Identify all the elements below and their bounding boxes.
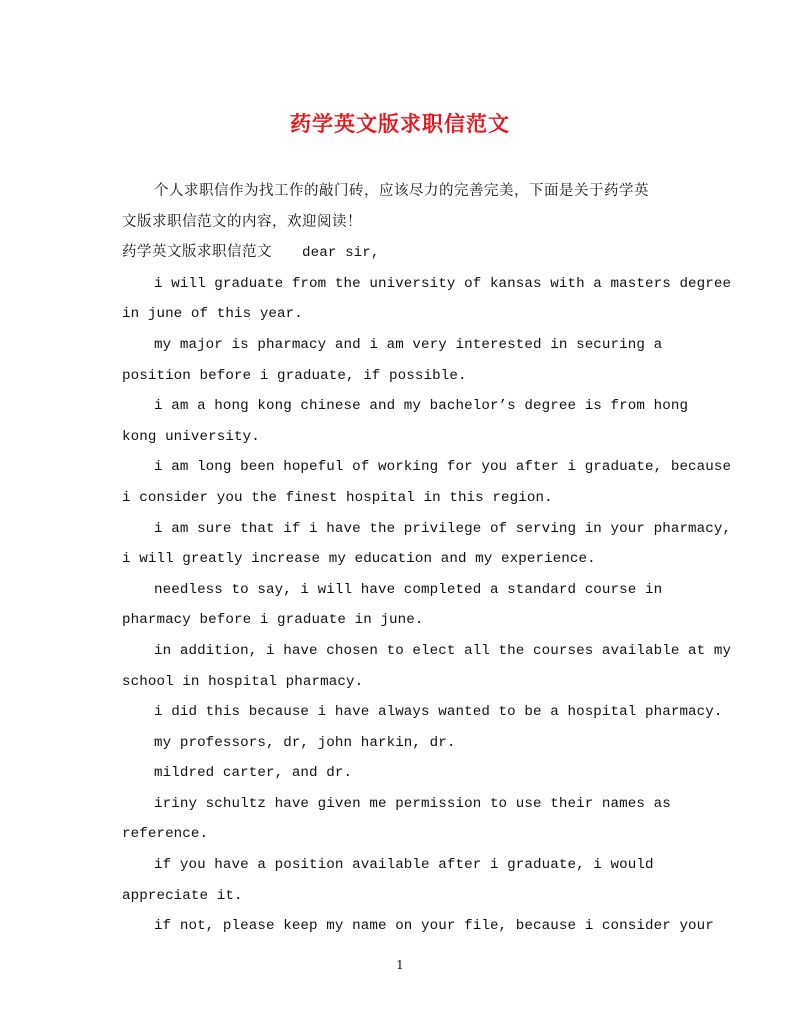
letter-line: in addition, i have chosen to elect all the courses available at my: [154, 642, 732, 659]
heading-line: [122, 237, 682, 269]
letter-line: i did this because i have always wanted to be a hospital pharmacy.: [154, 704, 723, 721]
letter-line: my professors, dr, john harkin, dr.: [154, 734, 456, 751]
letter-line: i will greatly increase my education and my experience.: [122, 551, 596, 568]
intro-line-2: 文版求职信范文的内容，欢迎阅读！: [122, 213, 362, 230]
letter-line: if you have a position available after i graduate, i would: [154, 857, 654, 874]
letter-line: appreciate it.: [122, 887, 243, 904]
letter-line: my major is pharmacy and i am very interested in securing a: [154, 336, 663, 353]
letter-line: position before i graduate, if possible.: [122, 367, 467, 384]
letter-line: needless to say, i will have completed a standard course in: [154, 581, 663, 598]
letter-line: i consider you the finest hospital in this region.: [122, 489, 553, 506]
letter-line: mildred carter, and dr.: [154, 765, 353, 782]
document-body: [122, 176, 732, 942]
letter-line: if not, please keep my name on your file, because i consider your: [154, 918, 714, 935]
letter-line: i will graduate from the university of kansas with a masters degree: [154, 275, 732, 292]
page-number: 1: [396, 958, 404, 972]
letter-line: in june of this year.: [122, 306, 303, 323]
letter-line: reference.: [122, 826, 209, 843]
letter-line: school in hospital pharmacy.: [122, 673, 364, 690]
letter-line: i am long been hopeful of working for you after i graduate, because: [154, 459, 732, 476]
letter-line: i am a hong kong chinese and my bachelor’s degree is from hong: [154, 398, 689, 415]
salutation: dear sir,: [302, 245, 380, 262]
letter-line: i am sure that if i have the privilege of serving in your pharmacy,: [154, 520, 732, 537]
intro-line-1: 个人求职信作为找工作的敲门砖，应该尽力的完善完美，下面是关于药学英: [154, 183, 649, 199]
document-title: 药学英文版求职信范文: [290, 111, 510, 136]
letter-line: pharmacy before i graduate in june.: [122, 612, 424, 629]
letter-line: iriny schultz have given me permission to use their names as: [154, 795, 671, 812]
letter-line: kong university.: [122, 428, 260, 445]
heading-line-cn: 药学英文版求职信范文: [122, 244, 272, 261]
